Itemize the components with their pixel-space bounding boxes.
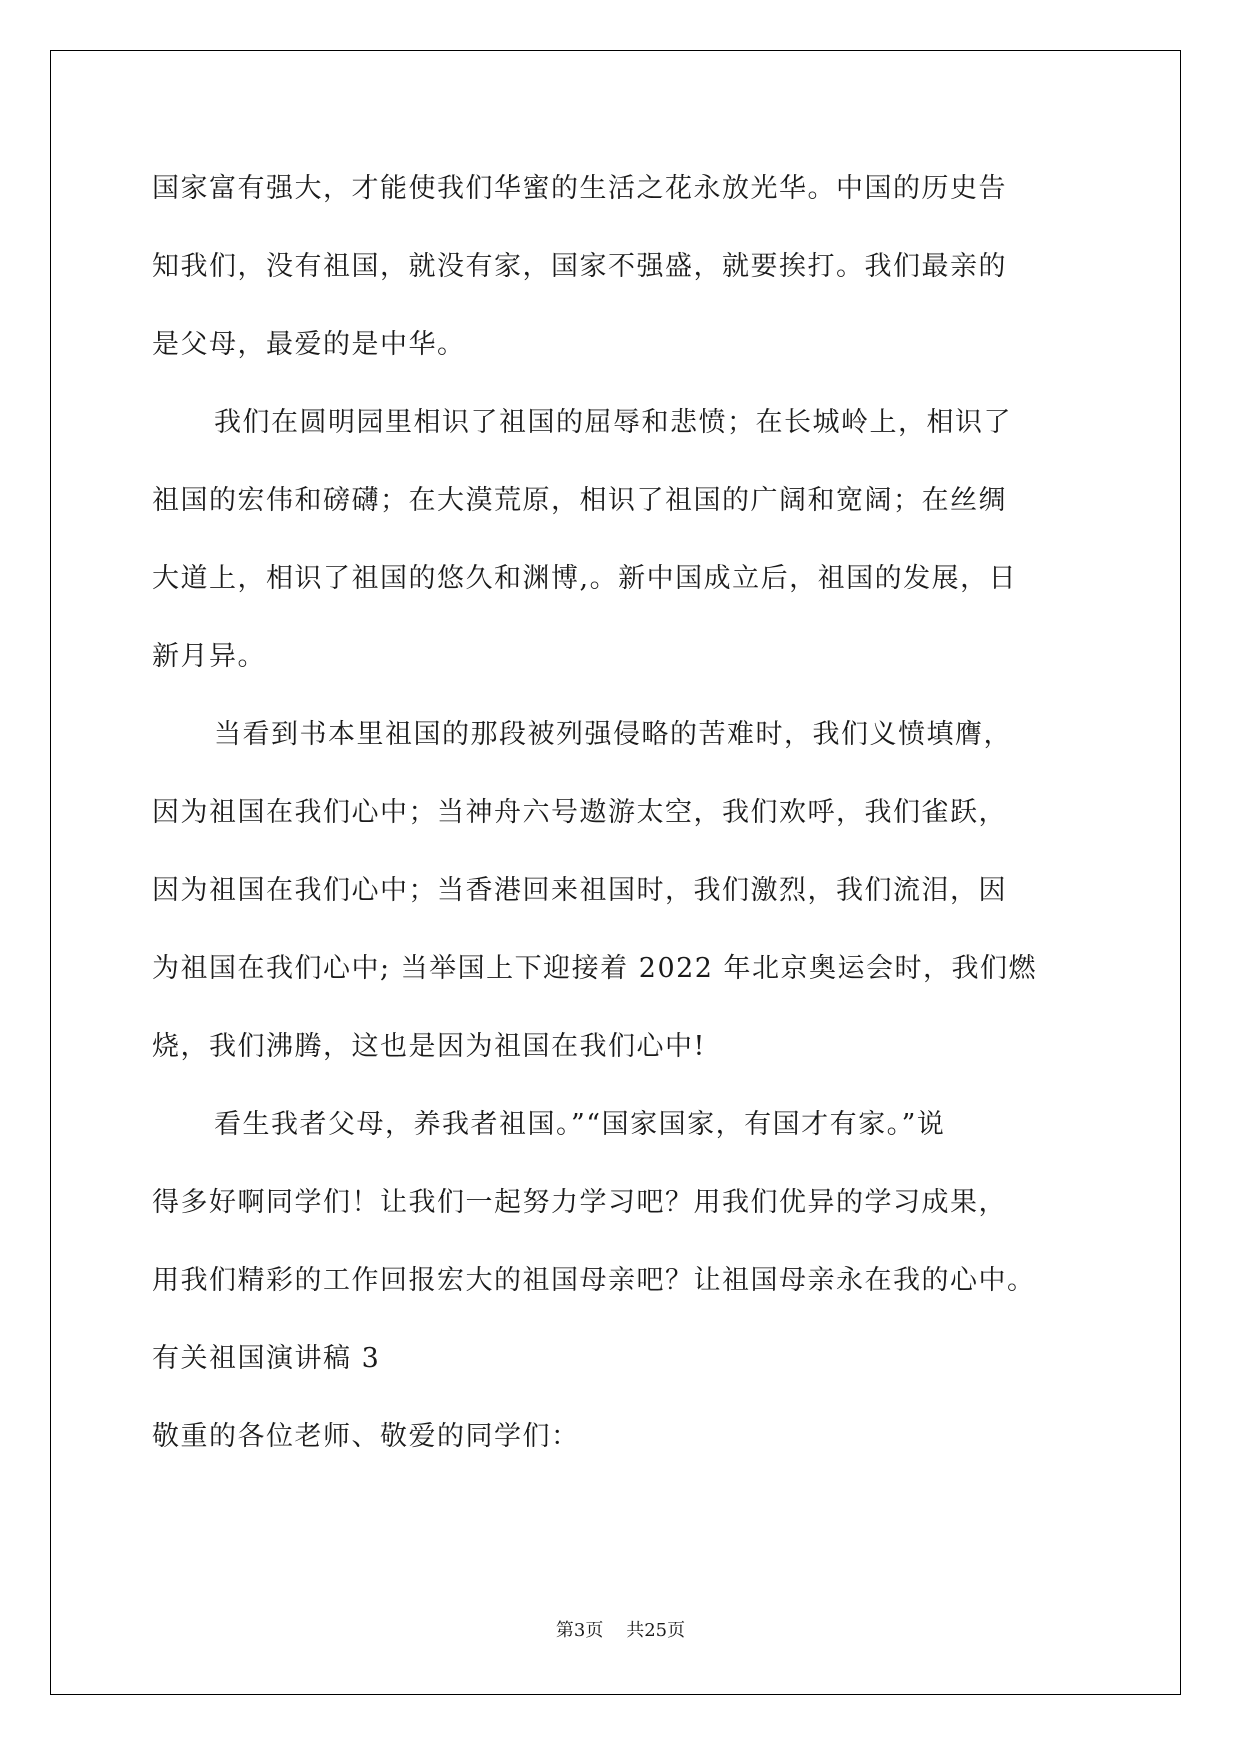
paragraph-start: 当看到书本里祖国的那段被列强侵略的苦难时，我们义愤填膺， [214,719,1012,750]
text-line: 国家富有强大，才能使我们华蜜的生活之花永放光华。中国的历史告 [152,173,1007,204]
salutation: 敬重的各位老师、敬爱的同学们： [152,1421,580,1452]
text-line: 是父母，最爱的是中华。 [152,329,466,360]
text-line: 大道上，相识了祖国的悠久和渊博,。新中国成立后，祖国的发展，日 [152,563,1018,594]
section-heading: 有关祖国演讲稿 3 [152,1343,381,1374]
page-prefix: 第 [555,1620,574,1641]
paragraph-start: 看生我者父母，养我者祖国。”“国家国家，有国才有家。”说 [214,1109,946,1140]
document-body [152,160,1102,1486]
page-footer [0,1616,1241,1642]
text-line: 因为祖国在我们心中；当香港回来祖国时，我们激烈，我们流泪，因 [152,875,1007,906]
text-line: 知我们，没有祖国，就没有家，国家不强盛，就要挨打。我们最亲的 [152,251,1007,282]
text-line: 祖国的宏伟和磅礴；在大漠荒原，相识了祖国的广阔和宽阔；在丝绸 [152,485,1007,516]
text-line: 得多好啊同学们！让我们一起努力学习吧？用我们优异的学习成果， [152,1187,1007,1218]
total-pages: 25 [644,1620,668,1641]
page-suffix: 页 [585,1620,604,1641]
total-prefix: 共 [626,1620,645,1641]
text-line: 新月异。 [152,641,266,672]
page-number: 3 [573,1620,586,1641]
text-line: 为祖国在我们心中; 当举国上下迎接着 2022 年北京奥运会时，我们燃 [152,953,1038,984]
paragraph-start: 我们在圆明园里相识了祖国的屈辱和悲愤；在长城岭上，相识了 [214,407,1012,438]
text-line: 烧，我们沸腾，这也是因为祖国在我们心中! [152,1031,706,1062]
text-line: 因为祖国在我们心中；当神舟六号遨游太空，我们欢呼，我们雀跃， [152,797,1007,828]
total-suffix: 页 [667,1620,686,1641]
text-line: 用我们精彩的工作回报宏大的祖国母亲吧？让祖国母亲永在我的心中。 [152,1265,1036,1296]
